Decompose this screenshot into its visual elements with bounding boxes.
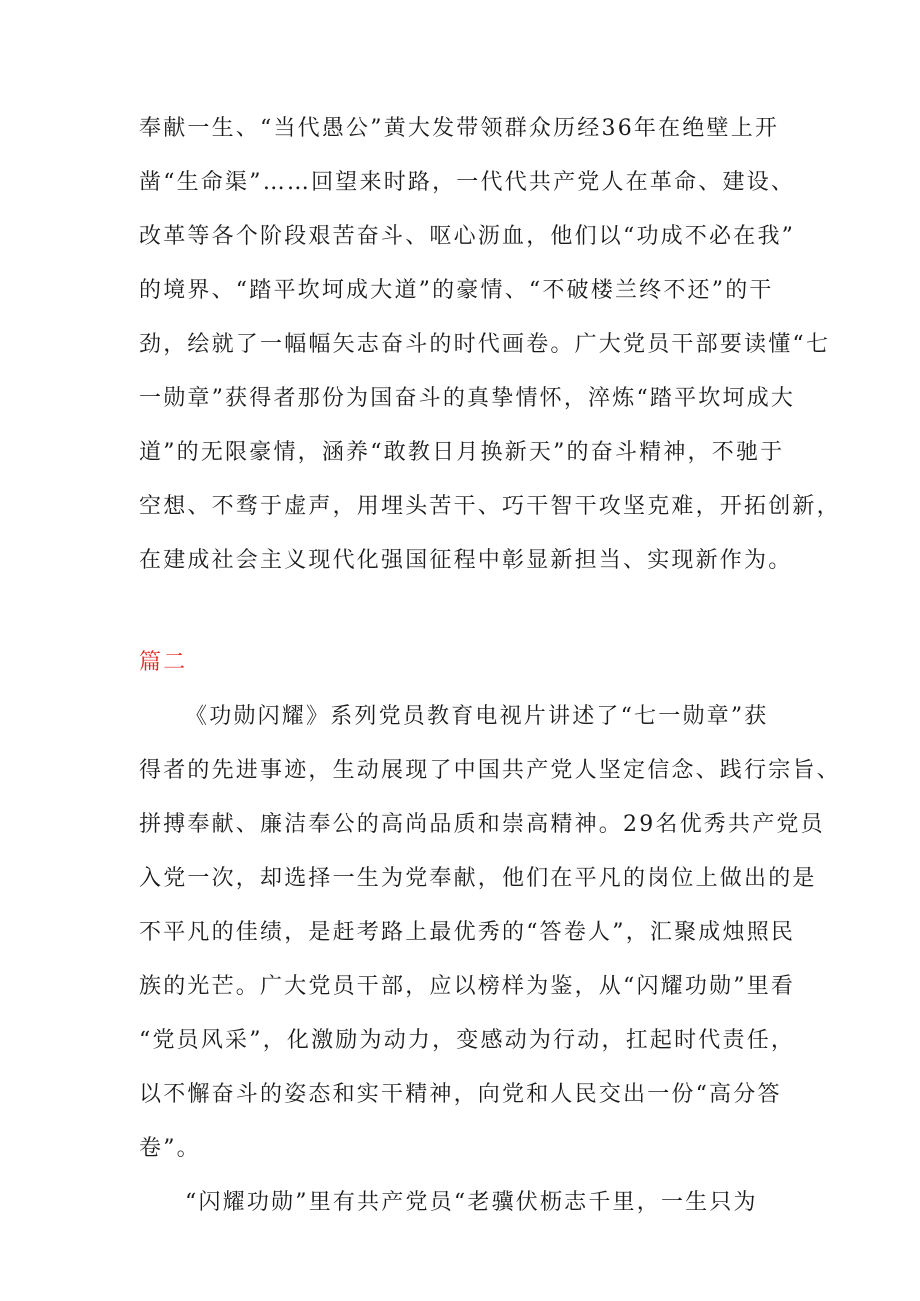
paragraph-line: 凿“生命渠”……回望来时路，一代代共产党人在革命、建设、 bbox=[139, 170, 796, 195]
paragraph-line: 改革等各个阶段艰苦奋斗、呕心沥血，他们以“功成不必在我” bbox=[139, 224, 796, 249]
paragraph-line: 入党一次，却选择一生为党奉献，他们在平凡的岗位上做出的是 bbox=[139, 866, 817, 891]
paragraph-line: 不平凡的佳绩，是赶考路上最优秀的“答卷人”，汇聚成烛照民 bbox=[139, 920, 796, 945]
paragraph-line: 劲，绘就了一幅幅矢志奋斗的时代画卷。广大党员干部要读懂“七 bbox=[139, 332, 831, 357]
paragraph-line: 《功勋闪耀》系列党员教育电视片讲述了“七一勋章”获 bbox=[185, 704, 769, 729]
paragraph-line: 一勋章”获得者那份为国奋斗的真挚情怀，淬炼“踏平坎坷成大 bbox=[139, 386, 796, 411]
paragraph-line: 得者的先进事迹，生动展现了中国共产党人坚定信念、践行宗旨、 bbox=[139, 758, 841, 783]
paragraph-line: 卷”。 bbox=[139, 1136, 201, 1161]
paragraph-line: “闪耀功勋”里有共产党员“老骥伏枥志千里，一生只为 bbox=[185, 1190, 758, 1215]
paragraph-line: 空想、不骛于虚声，用埋头苦干、巧干智干攻坚克难，开拓创新， bbox=[139, 494, 841, 519]
paragraph-line: 以不懈奋斗的姿态和实干精神，向党和人民交出一份“高分答 bbox=[139, 1082, 782, 1107]
paragraph-line: 族的光芒。广大党员干部，应以榜样为鉴，从“闪耀功勋”里看 bbox=[139, 974, 796, 999]
paragraph-line: 在建成社会主义现代化强国征程中彰显新担当、实现新作为。 bbox=[139, 548, 793, 573]
paragraph-line: 拼搏奉献、廉洁奉公的高尚品质和崇高精神。29名优秀共产党员 bbox=[139, 812, 825, 837]
paragraph-line: 道”的无限豪情，涵养“敢教日月换新天”的奋斗精神，不驰于 bbox=[139, 440, 785, 465]
paragraph-line: “党员风采”，化激励为动力，变感动为行动，扛起时代责任， bbox=[139, 1028, 796, 1053]
paragraph-line: 奉献一生、“当代愚公”黄大发带领群众历经36年在绝壁上开 bbox=[139, 116, 780, 141]
section-heading: 篇二 bbox=[139, 650, 188, 675]
paragraph-line: 的境界、“踏平坎坷成大道”的豪情、“不破楼兰终不还”的干 bbox=[139, 278, 774, 303]
